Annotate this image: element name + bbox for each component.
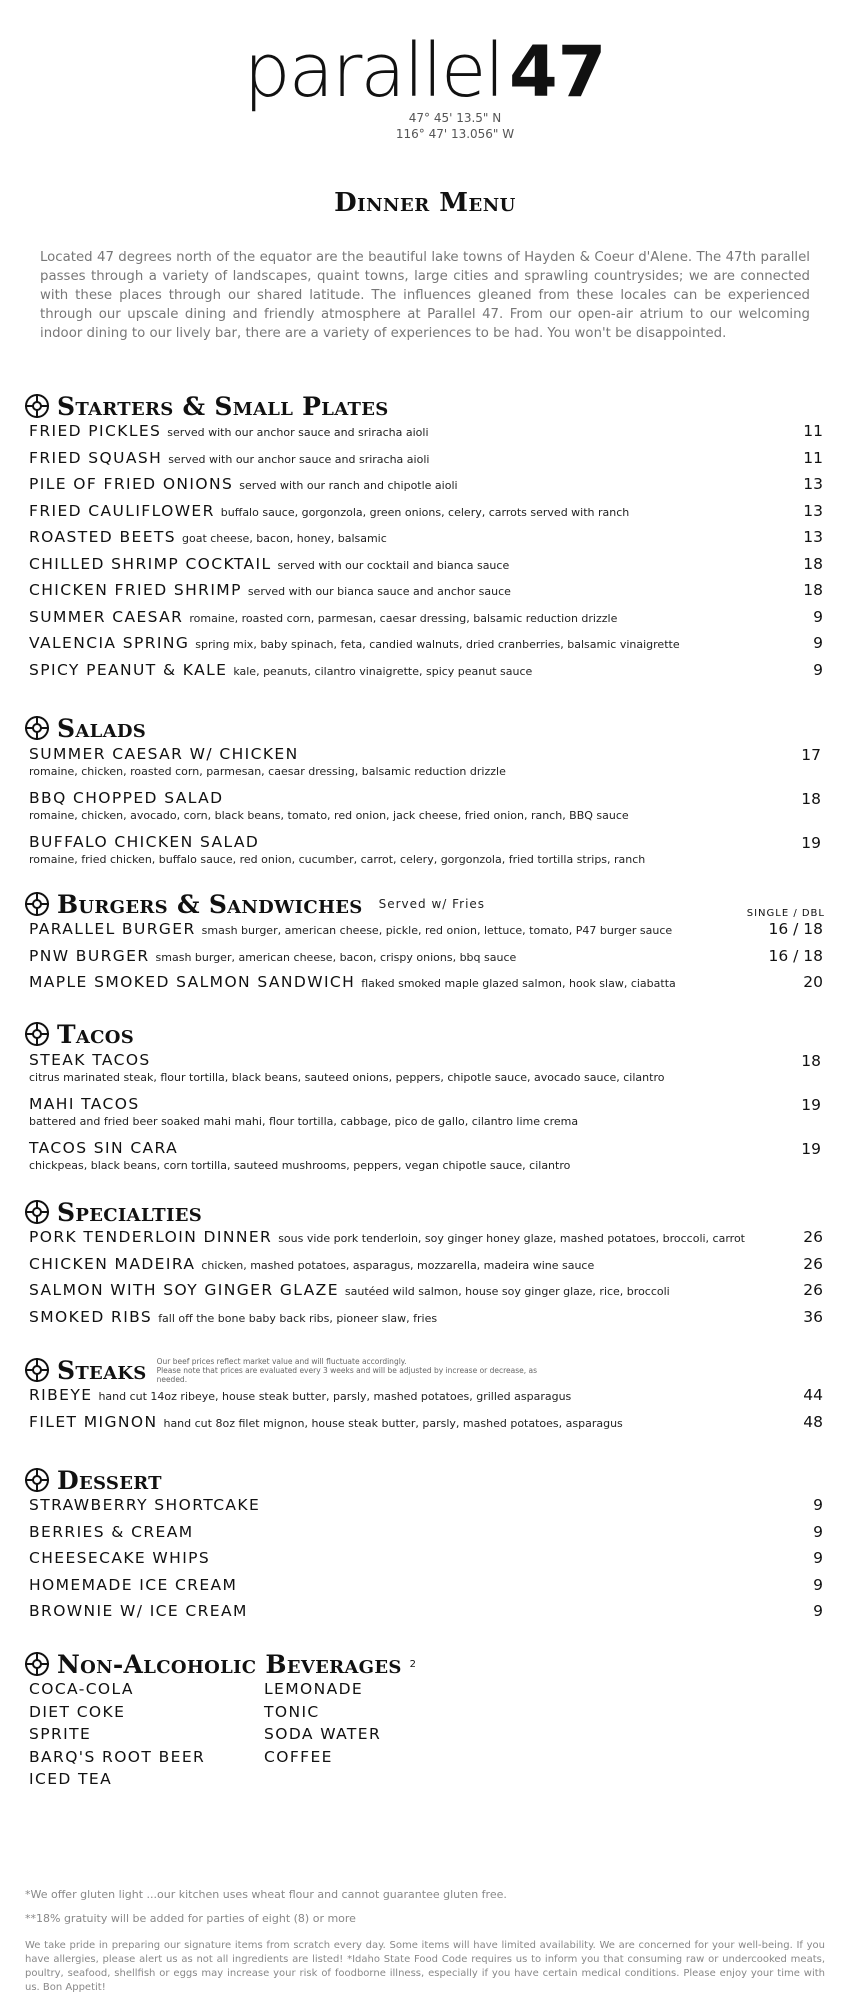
compass-icon [25,1468,49,1492]
menu-item [25,422,825,449]
section-title: Salads [57,713,147,743]
menu-item [25,502,825,529]
item-description: served with our anchor sauce and sriracha aioli [168,452,430,466]
longitude: 116° 47' 13.056" W [395,127,515,141]
beverage-item: SODA WATER [264,1725,382,1743]
section-title: Burgers & Sandwiches [57,889,363,919]
item-description: sautéed wild salmon, house soy ginger glaze, rice, broccoli [344,1285,670,1298]
price-note [157,1357,557,1384]
menu-item [25,1255,825,1282]
menu-item [25,832,825,876]
compass-icon [25,1022,49,1046]
menu-item [25,1138,825,1182]
item-description: romaine, chicken, avocado, corn, black beans, tomato, red onion, jack cheese, fried onion, ranch, BBQ sauce [29,809,629,822]
logo-word: parallel [243,28,503,114]
section-title: Dessert [57,1465,162,1495]
item-description: served with our cocktail and bianca sauce [277,558,510,572]
gluten-note: *We offer gluten light ...our kitchen uses wheat flour and cannot guarantee gluten free. [25,1888,507,1901]
item-price: 9 [813,1496,823,1514]
menu-item [25,1281,825,1308]
item-name: FRIED PICKLES [29,422,162,440]
item-name: ROASTED BEETS [29,528,176,546]
item-name: FRIED CAULIFLOWER [29,501,215,520]
tacos-section [25,1018,825,1182]
item-description: fall off the bone baby back ribs, pioneer slaw, fries [158,1311,438,1325]
item-name: CHILLED SHRIMP COCKTAIL [29,554,272,573]
size-label: SINGLE / DBL [746,907,825,919]
item-name: HOMEMADE ICE CREAM [29,1575,238,1594]
item-name: PARALLEL BURGER [29,920,196,938]
item-description: chicken, mashed potatoes, asparagus, mozzarella, madeira wine sauce [201,1258,595,1272]
item-price: 18 [803,581,823,599]
item-description: citrus marinated steak, flour tortilla, black beans, sauteed onions, peppers, chipotle sauce, avocado sauce, cilantro [29,1071,665,1084]
menu-list [25,920,825,1000]
menu-list [25,1496,825,1629]
menu-list [25,1228,825,1334]
item-description: romaine, roasted corn, parmesan, caesar dressing, balsamic reduction drizzle [189,611,618,625]
section-header [25,1354,825,1386]
item-description: served with our bianca sauce and anchor sauce [247,585,511,598]
menu-item [25,449,825,476]
item-name: VALENCIA SPRING [29,634,190,652]
menu-list [25,744,825,876]
item-description: served with our anchor sauce and sriracha aioli [167,426,429,439]
menu-item [25,581,825,608]
menu-item [25,744,825,788]
section-title: Starters & Small Plates [57,391,389,421]
menu-item [25,661,825,688]
menu-item [25,1094,825,1138]
item-name: SUMMER CAESAR W/ CHICKEN [29,745,299,763]
item-price: 19 [801,1096,821,1114]
item-price: 18 [803,554,823,573]
item-price: 26 [803,1254,823,1273]
item-price: 18 [801,790,821,808]
compass-icon [25,1200,49,1224]
item-price: 16 / 18 [768,946,823,965]
item-name: CHICKEN FRIED SHRIMP [29,581,242,599]
menu-item [25,1386,825,1413]
restaurant-logo [0,28,850,114]
item-name: MAPLE SMOKED SALMON SANDWICH [29,973,356,991]
item-description: buffalo sauce, gorgonzola, green onions, celery, carrots served with ranch [220,505,630,519]
item-price: 48 [803,1412,823,1431]
item-name: BROWNIE W/ ICE CREAM [29,1602,248,1620]
menu-list [25,1050,825,1182]
price-note-line: Our beef prices reflect market value and will fluctuate accordingly. [156,1356,407,1366]
menu-item [25,1413,825,1440]
item-name: STEAK TACOS [29,1051,151,1069]
item-price: 19 [801,1140,821,1158]
item-name: CHICKEN MADEIRA [29,1254,196,1273]
menu-item [25,555,825,582]
menu-item [25,1496,825,1523]
section-header [25,1018,825,1050]
item-description: smash burger, american cheese, bacon, crispy onions, bbq sauce [155,950,517,964]
menu-item [25,1549,825,1576]
item-price: 13 [803,501,823,520]
menu-list [25,1386,825,1439]
item-name: STRAWBERRY SHORTCAKE [29,1496,261,1514]
item-price: 9 [813,1549,823,1567]
menu-item [25,1308,825,1335]
item-price: 19 [801,834,821,852]
salads-section [25,712,825,876]
compass-icon [25,1358,49,1382]
section-title: Specialties [57,1197,203,1227]
item-description: sous vide pork tenderloin, soy ginger honey glaze, mashed potatoes, broccoli, carrot [278,1232,745,1245]
item-name: PNW BURGER [29,946,150,965]
item-name: CHEESECAKE WHIPS [29,1549,211,1567]
menu-item [25,1576,825,1603]
menu-item [25,1228,825,1255]
steaks-section [25,1354,825,1439]
item-price: 20 [803,973,823,991]
beverage-item: LEMONADE [264,1680,364,1698]
section-header [25,888,825,920]
item-price: 13 [803,475,823,493]
item-name: BERRIES & CREAM [29,1522,194,1541]
item-name: BBQ CHOPPED SALAD [29,789,224,807]
item-description: goat cheese, bacon, honey, balsamic [182,532,387,545]
section-title: Non-Alcoholic Beverages [57,1649,402,1679]
gratuity-note: **18% gratuity will be added for parties of eight (8) or more [25,1912,356,1925]
section-header [25,390,825,422]
item-description: flaked smoked maple glazed salmon, hook slaw, ciabatta [361,977,676,990]
beverages-section [25,1648,825,1793]
item-name: SALMON WITH SOY GINGER GLAZE [29,1281,339,1299]
item-name: SPICY PEANUT & KALE [29,660,228,679]
item-price: 18 [801,1052,821,1070]
item-description: romaine, chicken, roasted corn, parmesan, caesar dressing, balsamic reduction drizzle [29,765,506,778]
beverage-item: COCA-COLA [29,1680,134,1698]
beverage-item: SPRITE [29,1725,92,1743]
item-description: kale, peanuts, cilantro vinaigrette, spicy peanut sauce [233,664,533,678]
menu-item [25,788,825,832]
item-price: 36 [803,1307,823,1326]
item-name: MAHI TACOS [29,1095,140,1113]
item-name: BUFFALO CHICKEN SALAD [29,833,260,851]
beverage-item: BARQ'S ROOT BEER [29,1747,206,1766]
menu-item [25,1050,825,1094]
item-price: 9 [813,660,823,679]
beverage-item: ICED TEA [29,1770,113,1788]
item-price: 9 [813,1522,823,1541]
item-description: battered and fried beer soaked mahi mahi, flour tortilla, cabbage, pico de gallo, cilantro lime crema [29,1115,579,1128]
menu-item [25,920,825,947]
item-price: 13 [803,528,823,546]
item-price: 9 [813,1575,823,1594]
section-header [25,1648,825,1680]
beverage-column [264,1680,499,1793]
logo-number: 47 [508,31,607,113]
item-price: 9 [813,634,823,652]
item-price: 9 [813,607,823,626]
item-price: 16 / 18 [768,920,823,938]
menu-list [25,422,825,687]
starters-section [25,390,825,687]
menu-item [25,528,825,555]
item-price: 26 [803,1281,823,1299]
compass-icon [25,394,49,418]
menu-item [25,947,825,974]
beverage-item: COFFEE [264,1747,333,1766]
section-header [25,1196,825,1228]
item-price: 11 [803,448,823,467]
latitude: 47° 45' 13.5" N [408,111,502,125]
menu-item [25,1523,825,1550]
item-description: spring mix, baby spinach, feta, candied walnuts, dried cranberries, balsamic vinaigrette [195,638,680,651]
dessert-section [25,1464,825,1629]
specialties-section [25,1196,825,1334]
beverage-price: 2 [409,1658,417,1670]
item-description: hand cut 14oz ribeye, house steak butter, parsly, mashed potatoes, grilled asparagus [98,1390,572,1403]
item-description: chickpeas, black beans, corn tortilla, sauteed mushrooms, peppers, vegan chipotle sauce, cilantro [29,1159,571,1172]
item-name: RIBEYE [29,1386,93,1404]
beverage-column [29,1680,264,1793]
page-title: Dinner Menu [334,188,516,218]
coordinates [0,110,850,142]
compass-icon [25,892,49,916]
item-price: 11 [803,422,823,440]
menu-item [25,475,825,502]
section-header [25,1464,825,1496]
section-note: Served w/ Fries [378,897,486,911]
intro-paragraph: Located 47 degrees north of the equator are the beautiful lake towns of Hayden & Coeur d'Alene. The 47th parallel passes through a variety of landscapes, quaint towns, large cities and sprawling countrysides; we are connected with these places through our shared latitude. The influences gleaned from these locales can be experienced through our upscale dining and friendly atmosphere at Parallel 47. From our open-air atrium to our welcoming indoor dining to our lively bar, there are a variety of experiences to be had. You won't be disappointed. [40,250,810,341]
item-name: PORK TENDERLOIN DINNER [29,1228,273,1246]
menu-item [25,634,825,661]
item-price: 44 [803,1386,823,1404]
item-name: SMOKED RIBS [29,1307,153,1326]
item-name: PILE OF FRIED ONIONS [29,475,234,493]
menu-item [25,1602,825,1629]
price-note-line: Please note that prices are evaluated every 3 weeks and will be adjusted by increase or decrease, as needed. [156,1365,538,1384]
menu-item [25,608,825,635]
item-price: 9 [813,1602,823,1620]
beverage-item: DIET COKE [29,1702,126,1721]
burgers-section [25,888,825,1000]
item-description: smash burger, american cheese, pickle, red onion, lettuce, tomato, P47 burger sauce [201,924,673,937]
section-title: Steaks [57,1355,147,1385]
compass-icon [25,1652,49,1676]
item-name: FRIED SQUASH [29,448,163,467]
section-title: Tacos [57,1019,135,1049]
item-name: FILET MIGNON [29,1412,158,1431]
item-name: SUMMER CAESAR [29,607,184,626]
section-header [25,712,825,744]
beverage-item: TONIC [264,1702,320,1721]
item-name: TACOS SIN CARA [29,1139,179,1157]
item-price: 17 [801,746,821,764]
disclaimer: We take pride in preparing our signature items from scratch every day. Some items will have limited availability. We are concerned for your well-being. If you have allergies, please alert us as not all ingredients are listed! *Idaho State Food Code requires us to inform you that consuming raw or undercooked meats, poultry, seafood, shellfish or eggs may increase your risk of foodborne illness, especially if you have certain medical conditions. Please enjoy your time with us. Bon Appetit! [25,1940,825,1993]
item-description: served with our ranch and chipotle aioli [239,479,458,492]
beverage-columns [25,1680,825,1793]
compass-icon [25,716,49,740]
item-description: romaine, fried chicken, buffalo sauce, red onion, cucumber, carrot, celery, gorgonzola, fried tortilla strips, ranch [29,853,646,866]
item-price: 26 [803,1228,823,1246]
menu-item [25,973,825,1000]
item-description: hand cut 8oz filet mignon, house steak butter, parsly, mashed potatoes, asparagus [163,1416,623,1430]
